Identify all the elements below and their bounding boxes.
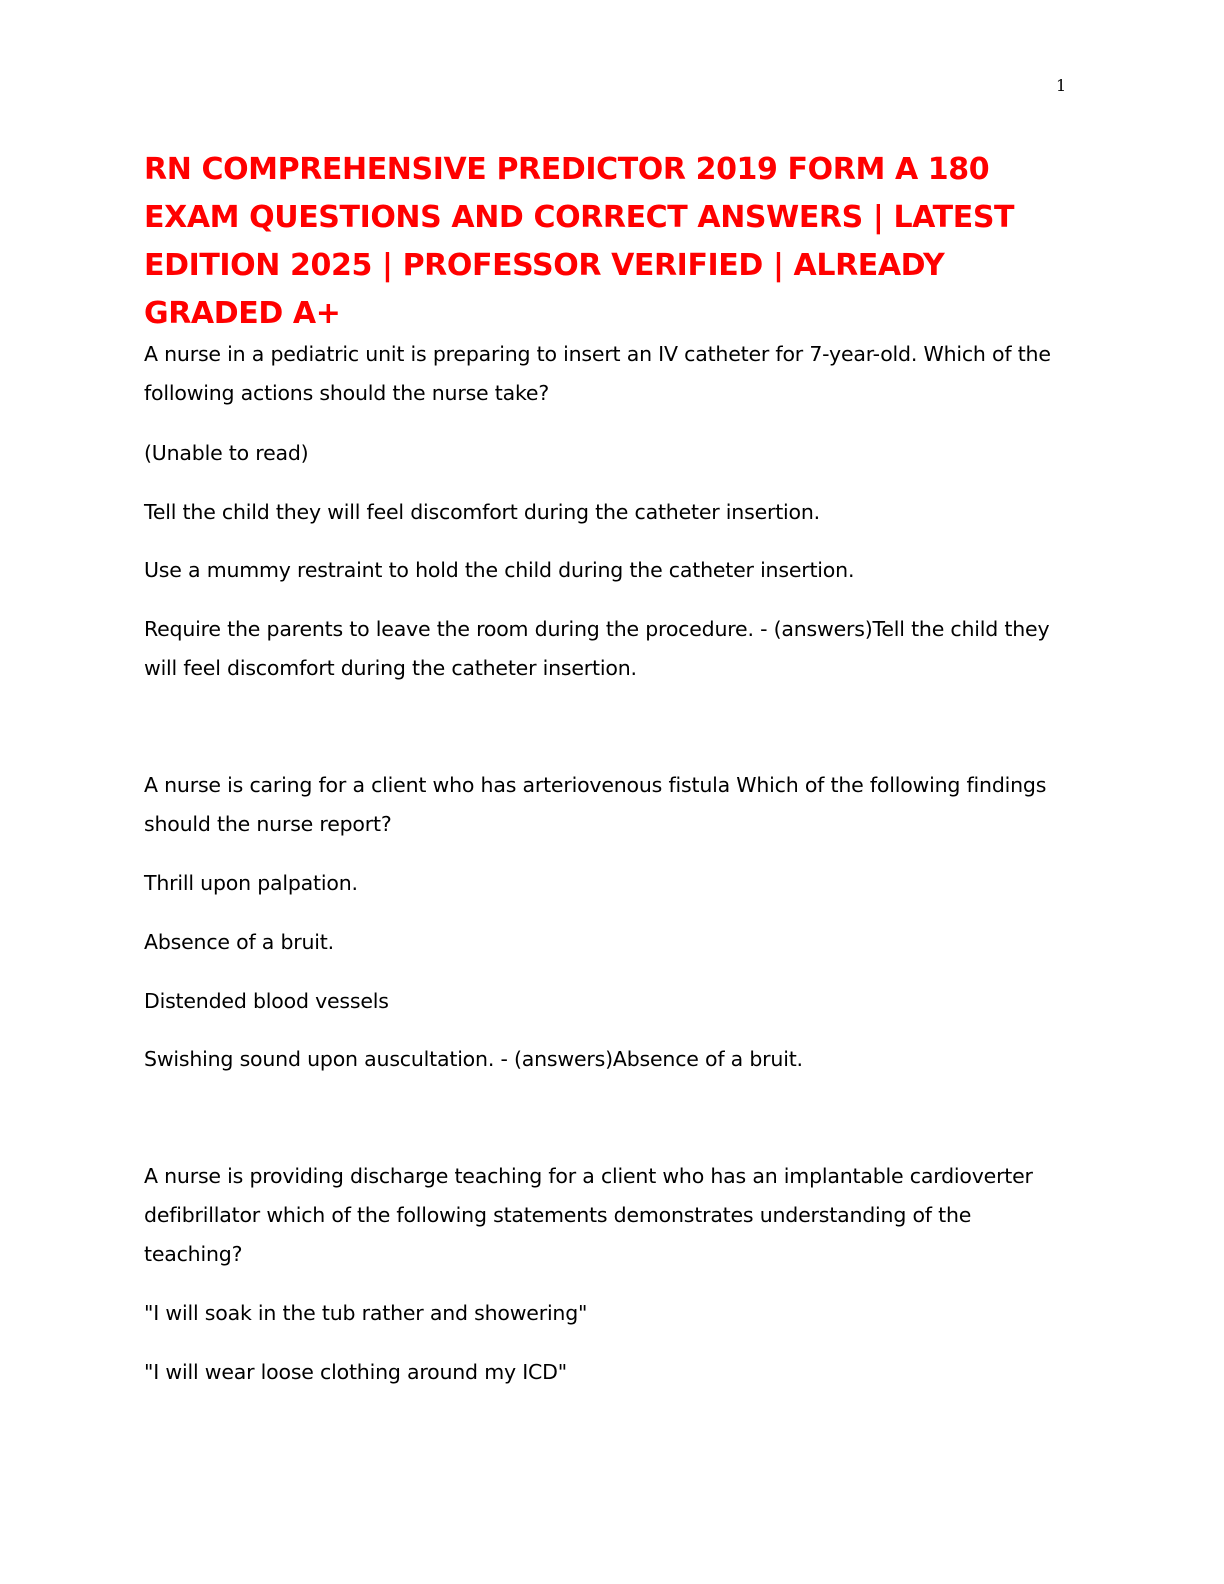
document-title: RN COMPREHENSIVE PREDICTOR 2019 FORM A 180 EXAM QUESTIONS AND CORRECT ANSWERS | LATEST EDITION 2025 | PROFESSOR VERIFIED | ALREADY GRADED A+ — [144, 152, 1015, 331]
question-3-option-2: "I will wear loose clothing around my ICD" — [144, 1360, 567, 1384]
question-1-stem: A nurse in a pediatric unit is preparing to insert an IV catheter for 7-year-old. Which of the following actions should the nurse take? — [144, 342, 1051, 405]
question-2-option-4: Swishing sound upon auscultation. - (answers)Absence of a bruit. — [144, 1047, 803, 1071]
question-2-option-3: Distended blood vessels — [144, 989, 389, 1013]
question-3-option-1: "I will soak in the tub rather and showering" — [144, 1301, 588, 1325]
question-1-option-3: Use a mummy restraint to hold the child during the catheter insertion. — [144, 558, 855, 582]
question-1-option-2: Tell the child they will feel discomfort during the catheter insertion. — [144, 500, 821, 524]
question-2-option-2: Absence of a bruit. — [144, 930, 334, 954]
question-1-option-4: Require the parents to leave the room during the procedure. - (answers)Tell the child they will feel discomfort during the catheter insertion. — [144, 617, 1050, 680]
question-3-stem: A nurse is providing discharge teaching for a client who has an implantable cardioverter defibrillator which of the following statements demonstrates understanding of the teaching? — [144, 1164, 1033, 1266]
page-number: 1 — [1056, 76, 1067, 95]
question-1-option-1: (Unable to read) — [144, 441, 309, 465]
question-2-stem: A nurse is caring for a client who has arteriovenous fistula Which of the following findings should the nurse report? — [144, 773, 1047, 836]
question-2-option-1: Thrill upon palpation. — [144, 871, 358, 895]
